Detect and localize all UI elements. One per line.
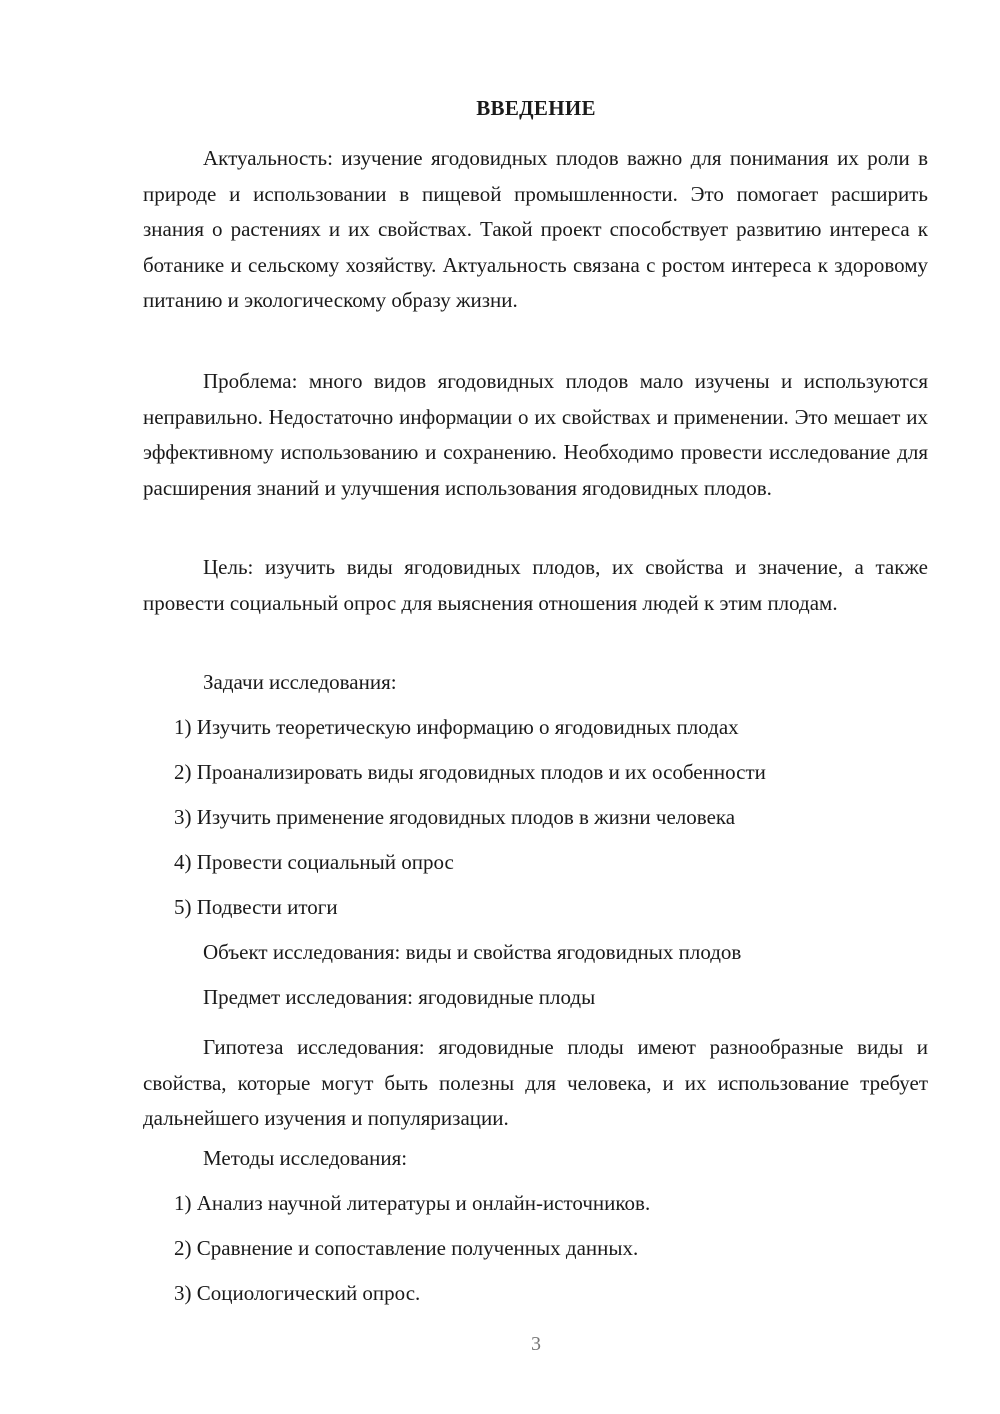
problem-text: Проблема: много видов ягодовидных плодов мало изучены и используются неправильно. Недостаточно информации о их свойствах и применении. Это мешает их эффективному использованию и сохранению. Необходимо провести исследование для расширения знаний и улучшения использования ягодовидных плодов. (143, 369, 928, 500)
research-subject: Предмет исследования: ягодовидные плоды (203, 985, 596, 1009)
method-item: 3) Социологический опрос. (174, 1281, 421, 1305)
task-item: 3) Изучить применение ягодовидных плодов в жизни человека (174, 805, 736, 829)
tasks-heading: Задачи исследования: (203, 670, 397, 694)
goal-text: Цель: изучить виды ягодовидных плодов, их свойства и значение, а также провести социальный опрос для выяснения отношения людей к этим плодам. (143, 555, 928, 615)
research-object: Объект исследования: виды и свойства ягодовидных плодов (203, 940, 742, 964)
methods-heading: Методы исследования: (203, 1146, 408, 1170)
relevance-paragraph (143, 141, 928, 319)
task-item: 5) Подвести итоги (174, 895, 338, 919)
relevance-text: Актуальность: изучение ягодовидных плодов важно для понимания их роли в природе и использовании в пищевой промышленности. Это помогает расширить знания о растениях и их свойствах. Такой проект способствует развитию интереса к ботанике и сельскому хозяйству. Актуальность связана с ростом интереса к здоровому питанию и экологическому образу жизни. (143, 146, 928, 312)
problem-paragraph (143, 364, 928, 506)
method-item: 2) Сравнение и сопоставление полученных данных. (174, 1236, 639, 1260)
task-item: 4) Провести социальный опрос (174, 850, 454, 874)
method-item: 1) Анализ научной литературы и онлайн-источников. (174, 1191, 651, 1215)
page-number: 3 (531, 1333, 541, 1355)
page-title: ВВЕДЕНИЕ (476, 96, 596, 120)
goal-paragraph (143, 550, 928, 621)
hypothesis-paragraph (143, 1030, 928, 1137)
task-item: 2) Проанализировать виды ягодовидных плодов и их особенности (174, 760, 766, 784)
hypothesis-text: Гипотеза исследования: ягодовидные плоды имеют разнообразные виды и свойства, которые могут быть полезны для человека, и их использование требует дальнейшего изучения и популяризации. (143, 1035, 928, 1130)
task-item: 1) Изучить теоретическую информацию о ягодовидных плодах (174, 715, 739, 739)
